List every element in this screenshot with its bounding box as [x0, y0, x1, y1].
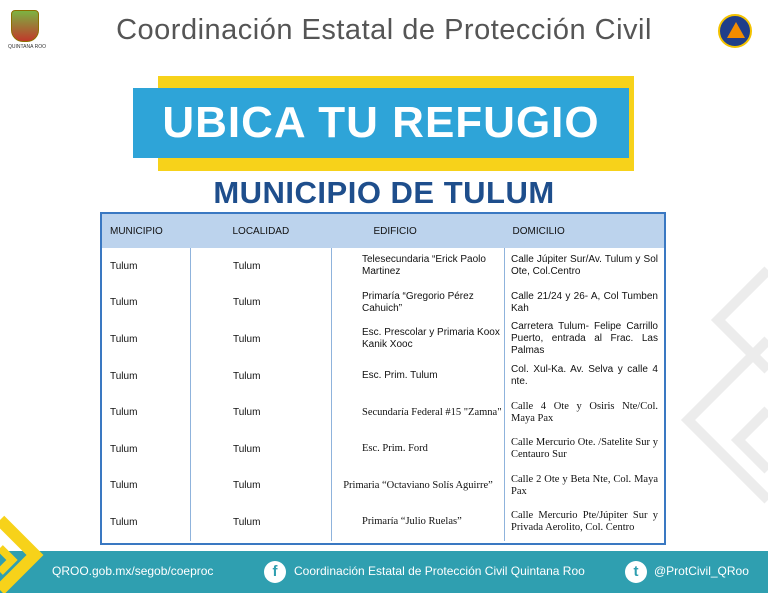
cell-edificio: Esc. Prim. Tulum	[332, 358, 505, 395]
twitter-handle[interactable]: @ProtCivil_QRoo	[654, 564, 749, 578]
footer	[0, 551, 768, 593]
facebook-link[interactable]: Coordinación Estatal de Protección Civil Quintana Roo	[294, 564, 585, 578]
cell-domicilio: Carretera Tulum- Felipe Carrillo Puerto, entrada al Frac. Las Palmas	[511, 321, 658, 357]
cell-edificio: Esc. Prescolar y Primaria Koox Kanik Xooc	[332, 321, 505, 358]
shelter-table	[100, 212, 666, 545]
twitter-icon[interactable]: t	[625, 561, 647, 583]
cell-localidad: Tulum	[191, 504, 332, 541]
municipality-title: MUNICIPIO DE TULUM	[213, 175, 555, 210]
cell-localidad: Tulum	[191, 358, 332, 395]
cell-domicilio: Calle Mercurio Pte/Júpiter Sur y Privada Aerolito, Col. Centro	[511, 510, 658, 534]
cell-municipio: Tulum	[102, 321, 191, 358]
cell-domicilio: Calle Júpiter Sur/Av. Tulum y Sol Ote, Col.Centro	[511, 254, 658, 278]
facebook-icon[interactable]: f	[264, 561, 286, 583]
table-row	[102, 285, 664, 322]
header-edificio: EDIFICIO	[373, 225, 417, 237]
cell-domicilio: Calle 4 Ote y Osiris Nte/Col. Maya Pax	[511, 400, 658, 424]
corner-decoration	[0, 510, 60, 593]
cell-domicilio: Col. Xul-Ka. Av. Selva y calle 4 nte.	[511, 364, 658, 388]
cell-localidad: Tulum	[191, 468, 332, 505]
logo-caption: QUINTANA ROO	[8, 44, 46, 50]
cell-edificio: Primaria “Octaviano Solís Aguirre”	[332, 468, 505, 505]
cell-localidad: Tulum	[191, 394, 332, 431]
cell-municipio: Tulum	[102, 468, 191, 505]
table-row	[102, 431, 664, 468]
cell-edificio: Primaría “Julio Ruelas”	[332, 504, 505, 541]
cell-municipio: Tulum	[102, 394, 191, 431]
table-row	[102, 321, 664, 358]
header-title: Coordinación Estatal de Protección Civil	[116, 14, 652, 46]
cell-edificio: Esc. Prim. Ford	[332, 431, 505, 468]
cell-domicilio: Calle 21/24 y 26- A, Col Tumben Kah	[511, 290, 658, 314]
cell-municipio: Tulum	[102, 285, 191, 322]
table-row	[102, 358, 664, 395]
cell-localidad: Tulum	[191, 248, 332, 285]
civil-protection-triangle-icon	[727, 22, 745, 38]
table-header-row	[102, 214, 664, 248]
cell-municipio: Tulum	[102, 431, 191, 468]
cell-edificio: Secundaría Federal #15 "Zamna"	[332, 394, 505, 431]
header-localidad: LOCALIDAD	[232, 225, 290, 237]
header-domicilio: DOMICILIO	[512, 225, 565, 237]
table-row	[102, 394, 664, 431]
cell-municipio: Tulum	[102, 248, 191, 285]
cell-domicilio: Calle Mercurio Ote. /Satelite Sur y Centauro Sur	[511, 437, 658, 461]
cell-localidad: Tulum	[191, 321, 332, 358]
cell-localidad: Tulum	[191, 285, 332, 322]
website-link[interactable]: QROO.gob.mx/segob/coeproc	[52, 564, 214, 578]
header-municipio: MUNICIPIO	[110, 225, 163, 237]
cell-municipio: Tulum	[102, 504, 191, 541]
table-row	[102, 248, 664, 285]
banner-title: UBICA TU REFUGIO	[133, 88, 629, 158]
table-row	[102, 468, 664, 505]
cell-localidad: Tulum	[191, 431, 332, 468]
header	[0, 0, 768, 70]
table-row	[102, 504, 664, 541]
cell-edificio: Telesecundaria “Erick Paolo Martinez	[332, 248, 505, 285]
cell-edificio: Primaría “Gregorio Pérez Cahuich”	[332, 285, 505, 322]
cell-municipio: Tulum	[102, 358, 191, 395]
cell-domicilio: Calle 2 Ote y Beta Nte, Col. Maya Pax	[511, 473, 658, 497]
proteccion-civil-logo	[718, 14, 752, 48]
